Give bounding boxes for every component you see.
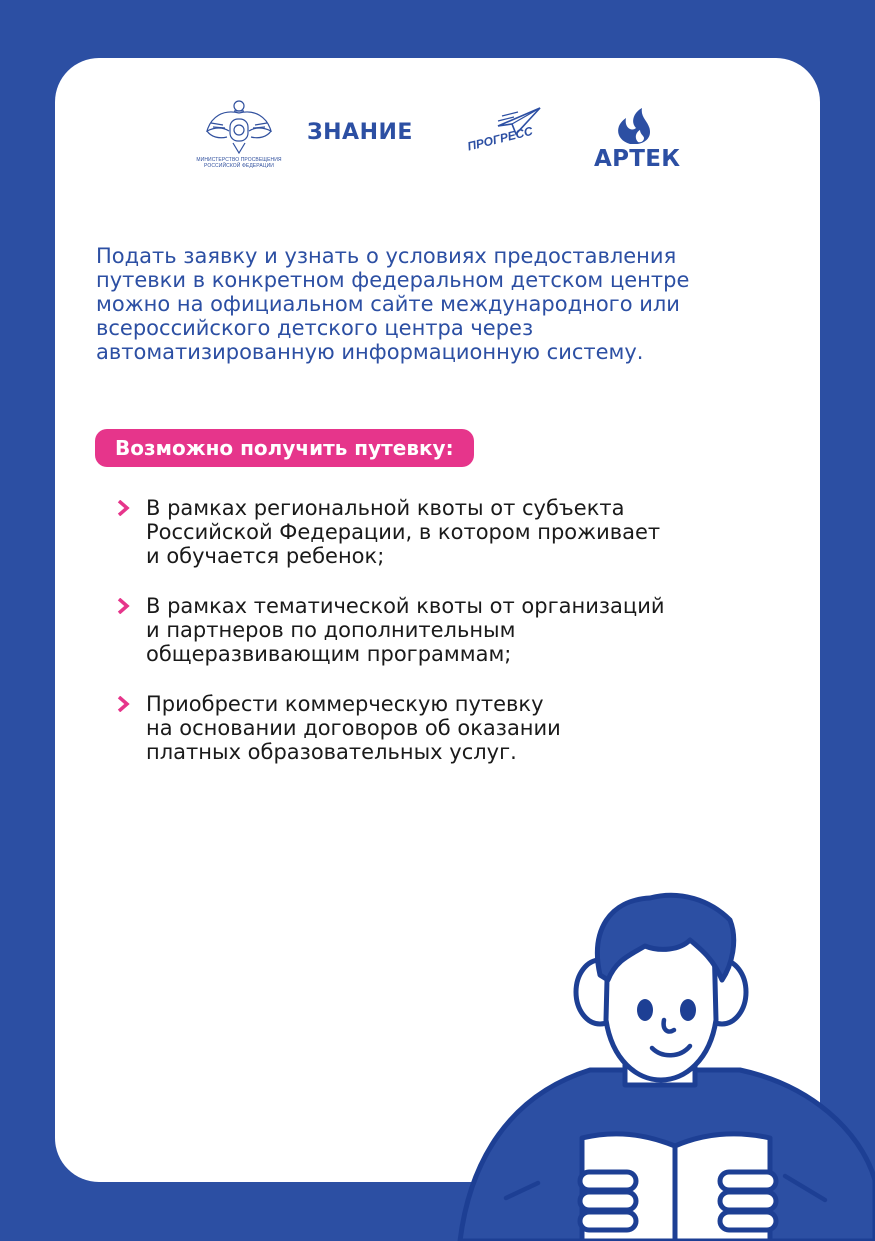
partner-logos	[0, 0, 875, 200]
chevron-right-icon	[117, 598, 131, 614]
intro-paragraph: Подать заявку и узнать о условиях предоставления путевки в конкретном федеральном детском центре можно на официальном сайте международного или всероссийского детского центра через автоматизированную информационную систему.	[96, 244, 690, 364]
list-item-text: В рамках региональной квоты от субъекта Российской Федерации, в котором проживает и обучается ребенок;	[146, 496, 661, 568]
list-item-text: Приобрести коммерческую путевку на основании договоров об оказании платных образовательных услуг.	[146, 692, 561, 764]
flame-icon	[590, 106, 688, 146]
options-list	[117, 496, 757, 790]
chevron-right-icon	[117, 696, 131, 712]
artek-logo-text: АРТЕК	[594, 146, 681, 172]
chevron-right-icon	[117, 500, 131, 516]
ministry-logo-text: МИНИСТЕРСТВО ПРОСВЕЩЕНИЯ РОССИЙСКОЙ ФЕДЕРАЦИИ	[196, 157, 282, 169]
eagle-emblem-icon	[193, 97, 285, 157]
list-item-text: В рамках тематической квоты от организаций и партнеров по дополнительным общеразвивающим программам;	[146, 594, 665, 666]
ministry-logo	[193, 97, 285, 177]
list-item	[117, 594, 757, 666]
list-item	[117, 496, 757, 568]
reading-boy-illustration	[440, 880, 875, 1241]
section-heading-pill: Возможно получить путевку:	[95, 429, 474, 467]
progress-logo-text: ПРОГРЕСС	[466, 123, 535, 154]
list-item	[117, 692, 757, 764]
znanie-logo: ЗНАНИЕ	[307, 120, 413, 145]
progress-logo	[462, 104, 547, 170]
artek-logo	[590, 106, 688, 176]
